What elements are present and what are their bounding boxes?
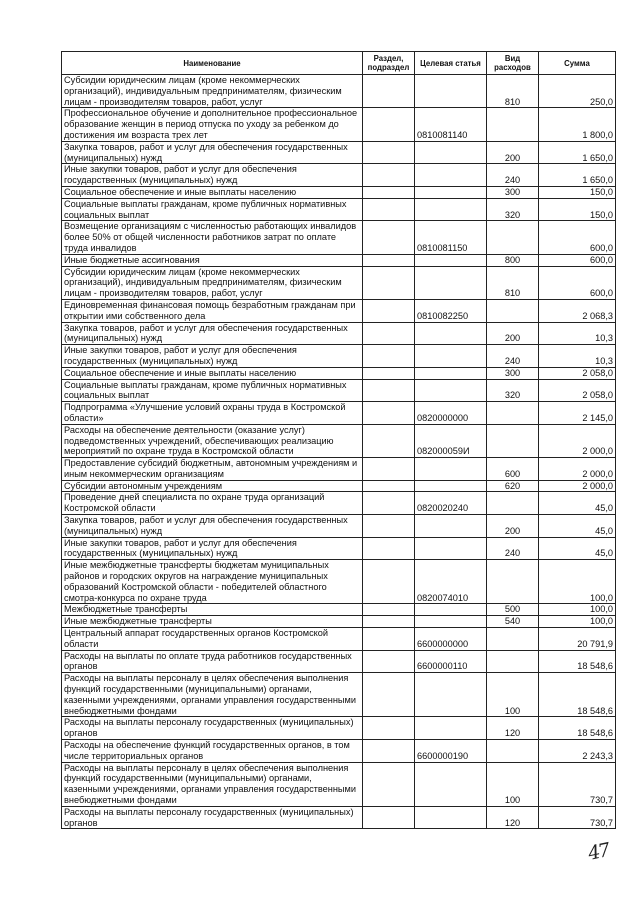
cell-vid [487, 108, 539, 141]
cell-amount: 2 058,0 [539, 379, 616, 402]
cell-section [363, 616, 415, 628]
cell-vid: 100 [487, 673, 539, 717]
cell-amount: 20 791,9 [539, 628, 616, 651]
cell-amount: 2 243,3 [539, 740, 616, 763]
cell-name: Расходы на выплаты персоналу государственных (муниципальных) органов [62, 806, 363, 829]
table-row [62, 604, 616, 616]
cell-section [363, 806, 415, 829]
cell-name: Иные закупки товаров, работ и услуг для обеспечения государственных (муниципальных) нужд [62, 345, 363, 368]
cell-name: Субсидии юридическим лицам (кроме некоммерческих организаций), индивидуальным предпринимателям, физическим лицам - производителям товаров, работ, услуг [62, 75, 363, 108]
header-vid: Вид расходов [487, 52, 539, 75]
cell-amount: 730,7 [539, 762, 616, 806]
cell-name: Закупка товаров, работ и услуг для обеспечения государственных (муниципальных) нужд [62, 141, 363, 164]
cell-amount: 100,0 [539, 604, 616, 616]
table-row [62, 402, 616, 425]
cell-amount: 100,0 [539, 560, 616, 604]
cell-article: 0810081140 [415, 108, 487, 141]
cell-article [415, 806, 487, 829]
cell-article: 0810082250 [415, 299, 487, 322]
table-row [62, 367, 616, 379]
cell-section [363, 717, 415, 740]
cell-amount: 1 650,0 [539, 141, 616, 164]
cell-article: 0820020240 [415, 492, 487, 515]
cell-name: Закупка товаров, работ и услуг для обеспечения государственных (муниципальных) нужд [62, 322, 363, 345]
cell-amount: 150,0 [539, 186, 616, 198]
cell-article [415, 537, 487, 560]
cell-amount: 600,0 [539, 254, 616, 266]
cell-article [415, 458, 487, 481]
cell-vid: 300 [487, 367, 539, 379]
table-row [62, 458, 616, 481]
cell-vid: 240 [487, 345, 539, 368]
cell-section [363, 492, 415, 515]
cell-section [363, 424, 415, 457]
table-row [62, 198, 616, 221]
cell-article [415, 266, 487, 299]
table-row [62, 492, 616, 515]
page-number: 47 [586, 839, 611, 865]
cell-vid: 540 [487, 616, 539, 628]
cell-name: Иные бюджетные ассигнования [62, 254, 363, 266]
cell-article: 6600000000 [415, 628, 487, 651]
cell-section [363, 221, 415, 254]
cell-vid [487, 650, 539, 673]
cell-section [363, 480, 415, 492]
cell-vid [487, 740, 539, 763]
cell-section [363, 673, 415, 717]
cell-vid: 600 [487, 458, 539, 481]
cell-name: Социальные выплаты гражданам, кроме публичных нормативных социальных выплат [62, 198, 363, 221]
cell-name: Закупка товаров, работ и услуг для обеспечения государственных (муниципальных) нужд [62, 515, 363, 538]
cell-amount: 45,0 [539, 515, 616, 538]
table-row [62, 299, 616, 322]
cell-section [363, 762, 415, 806]
cell-vid: 240 [487, 537, 539, 560]
cell-section [363, 75, 415, 108]
cell-article [415, 75, 487, 108]
cell-amount: 45,0 [539, 537, 616, 560]
cell-vid: 200 [487, 141, 539, 164]
cell-article: 0820074010 [415, 560, 487, 604]
table-row [62, 628, 616, 651]
cell-vid: 200 [487, 515, 539, 538]
cell-article [415, 186, 487, 198]
cell-name: Предоставление субсидий бюджетным, автономным учреждениям и иным некоммерческим организациям [62, 458, 363, 481]
cell-section [363, 740, 415, 763]
table-row [62, 560, 616, 604]
cell-article [415, 198, 487, 221]
cell-article [415, 164, 487, 187]
cell-article [415, 141, 487, 164]
cell-name: Иные межбюджетные трансферты [62, 616, 363, 628]
cell-section [363, 108, 415, 141]
table-row [62, 186, 616, 198]
cell-amount: 1 650,0 [539, 164, 616, 187]
cell-section [363, 367, 415, 379]
cell-name: Социальные выплаты гражданам, кроме публичных нормативных социальных выплат [62, 379, 363, 402]
cell-name: Расходы на обеспечение функций государственных органов, в том числе территориальных органов [62, 740, 363, 763]
cell-article [415, 604, 487, 616]
cell-vid: 200 [487, 322, 539, 345]
cell-name: Иные закупки товаров, работ и услуг для обеспечения государственных (муниципальных) нужд [62, 537, 363, 560]
cell-section [363, 141, 415, 164]
header-amount: Сумма [539, 52, 616, 75]
table-row [62, 424, 616, 457]
cell-amount: 2 145,0 [539, 402, 616, 425]
header-section: Раздел, подраздел [363, 52, 415, 75]
cell-vid: 810 [487, 75, 539, 108]
cell-amount: 2 068,3 [539, 299, 616, 322]
cell-vid [487, 402, 539, 425]
table-row [62, 717, 616, 740]
cell-vid: 120 [487, 717, 539, 740]
cell-vid: 300 [487, 186, 539, 198]
cell-article [415, 322, 487, 345]
cell-vid: 100 [487, 762, 539, 806]
cell-amount: 18 548,6 [539, 673, 616, 717]
table-row [62, 762, 616, 806]
table-row [62, 650, 616, 673]
table-row [62, 379, 616, 402]
table-row [62, 806, 616, 829]
cell-amount: 150,0 [539, 198, 616, 221]
header-name: Наименование [62, 52, 363, 75]
cell-name: Возмещение организациям с численностью работающих инвалидов более 50% от общей численности работников затрат по оплате труда инвалидов [62, 221, 363, 254]
cell-vid [487, 424, 539, 457]
cell-name: Межбюджетные трансферты [62, 604, 363, 616]
cell-article [415, 762, 487, 806]
cell-name: Проведение дней специалиста по охране труда организаций Костромской области [62, 492, 363, 515]
cell-vid [487, 560, 539, 604]
cell-article [415, 254, 487, 266]
cell-vid [487, 492, 539, 515]
cell-article [415, 379, 487, 402]
cell-section [363, 198, 415, 221]
cell-article [415, 717, 487, 740]
table-row [62, 616, 616, 628]
cell-name: Расходы на обеспечение деятельности (оказание услуг) подведомственных учреждений, обеспечивающих реализацию мероприятий по охране труда в Костромской области [62, 424, 363, 457]
cell-vid: 810 [487, 266, 539, 299]
cell-amount: 2 000,0 [539, 424, 616, 457]
cell-name: Субсидии автономным учреждениям [62, 480, 363, 492]
table-row [62, 322, 616, 345]
cell-section [363, 628, 415, 651]
cell-article: 0820000000 [415, 402, 487, 425]
cell-article: 0810081150 [415, 221, 487, 254]
cell-name: Расходы на выплаты персоналу в целях обеспечения выполнения функций государственными (муниципальными) органами, казенными учреждениями, органами управления государственными внебюджетными фондами [62, 673, 363, 717]
cell-section [363, 266, 415, 299]
cell-name: Расходы на выплаты персоналу государственных (муниципальных) органов [62, 717, 363, 740]
cell-name: Социальное обеспечение и иные выплаты населению [62, 367, 363, 379]
cell-article [415, 367, 487, 379]
cell-amount: 2 058,0 [539, 367, 616, 379]
cell-amount: 10,3 [539, 322, 616, 345]
cell-section [363, 402, 415, 425]
cell-vid: 240 [487, 164, 539, 187]
cell-section [363, 186, 415, 198]
cell-article [415, 616, 487, 628]
cell-amount: 600,0 [539, 221, 616, 254]
cell-name: Субсидии юридическим лицам (кроме некоммерческих организаций), индивидуальным предпринимателям, физическим лицам - производителям товаров, работ, услуг [62, 266, 363, 299]
cell-amount: 2 000,0 [539, 458, 616, 481]
table-row [62, 673, 616, 717]
cell-amount: 1 800,0 [539, 108, 616, 141]
cell-section [363, 322, 415, 345]
table-row [62, 537, 616, 560]
table-body [62, 75, 616, 829]
cell-section [363, 515, 415, 538]
cell-amount: 10,3 [539, 345, 616, 368]
cell-vid: 800 [487, 254, 539, 266]
table-row [62, 141, 616, 164]
cell-article: 6600000110 [415, 650, 487, 673]
cell-vid [487, 221, 539, 254]
cell-name: Расходы на выплаты персоналу в целях обеспечения выполнения функций государственными (муниципальными) органами, казенными учреждениями, органами управления государственными внебюджетными фондами [62, 762, 363, 806]
cell-section [363, 299, 415, 322]
cell-name: Иные закупки товаров, работ и услуг для обеспечения государственных (муниципальных) нужд [62, 164, 363, 187]
table-row [62, 266, 616, 299]
table-row [62, 345, 616, 368]
cell-name: Социальное обеспечение и иные выплаты населению [62, 186, 363, 198]
cell-article [415, 480, 487, 492]
cell-name: Расходы на выплаты по оплате труда работников государственных органов [62, 650, 363, 673]
cell-amount: 600,0 [539, 266, 616, 299]
cell-name: Подпрограмма «Улучшение условий охраны труда в Костромской области» [62, 402, 363, 425]
cell-vid: 620 [487, 480, 539, 492]
cell-amount: 18 548,6 [539, 650, 616, 673]
table-row [62, 164, 616, 187]
cell-section [363, 458, 415, 481]
cell-section [363, 560, 415, 604]
table-row [62, 515, 616, 538]
cell-amount: 45,0 [539, 492, 616, 515]
cell-article [415, 515, 487, 538]
cell-vid: 320 [487, 198, 539, 221]
cell-section [363, 164, 415, 187]
cell-vid: 120 [487, 806, 539, 829]
cell-name: Профессиональное обучение и дополнительное профессиональное образование женщин в период отпуска по уходу за ребенком до достижения им возраста трех лет [62, 108, 363, 141]
cell-amount: 250,0 [539, 75, 616, 108]
cell-section [363, 345, 415, 368]
cell-section [363, 650, 415, 673]
table-header-row [62, 52, 616, 75]
budget-table [61, 51, 616, 829]
table-row [62, 75, 616, 108]
table-row [62, 254, 616, 266]
cell-name: Центральный аппарат государственных органов Костромской области [62, 628, 363, 651]
cell-amount: 100,0 [539, 616, 616, 628]
cell-name: Иные межбюджетные трансферты бюджетам муниципальных районов и городских округов на награждение муниципальных образований Костромской области - победителей областного смотра-конкурса по охране труда [62, 560, 363, 604]
cell-section [363, 604, 415, 616]
cell-article: 6600000190 [415, 740, 487, 763]
cell-amount: 730,7 [539, 806, 616, 829]
cell-amount: 18 548,6 [539, 717, 616, 740]
table-row [62, 480, 616, 492]
table-row [62, 108, 616, 141]
cell-section [363, 379, 415, 402]
cell-name: Единовременная финансовая помощь безработным гражданам при открытии ими собственного дела [62, 299, 363, 322]
cell-article [415, 673, 487, 717]
cell-vid: 320 [487, 379, 539, 402]
header-article: Целевая статья [415, 52, 487, 75]
cell-vid [487, 299, 539, 322]
cell-section [363, 254, 415, 266]
table-row [62, 221, 616, 254]
cell-article [415, 345, 487, 368]
cell-amount: 2 000,0 [539, 480, 616, 492]
cell-vid: 500 [487, 604, 539, 616]
cell-vid [487, 628, 539, 651]
cell-section [363, 537, 415, 560]
table-row [62, 740, 616, 763]
cell-article: 082000059И [415, 424, 487, 457]
